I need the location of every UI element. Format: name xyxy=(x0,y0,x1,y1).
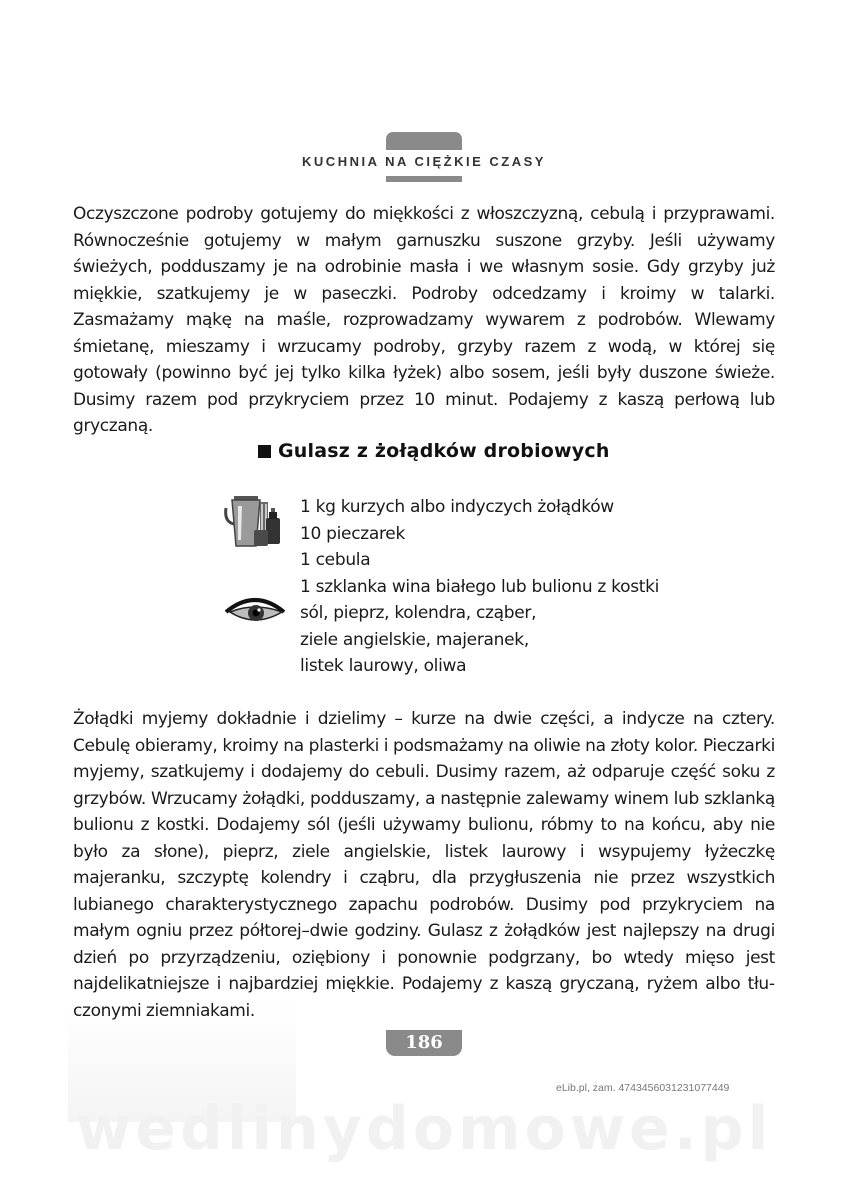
ingredient-item: listek laurowy, oliwa xyxy=(300,656,467,676)
ingredient-item: ziele angielskie, majeranek, xyxy=(300,629,529,650)
watermark: wedlinydomowe.pl xyxy=(75,1094,773,1164)
intro-paragraph: Oczyszczone podroby gotujemy do miękkości z włoszczyzną, cebulą i przyprawami. Równocześnie gotujemy w małym garnuszku suszone grzyby. Jeśli używamy świeżych, podduszamy je na odrobinie masła i we własnym sosie. Gdy grzyby już miękkie, szatkujemy je w paseczki. Podroby odcedzamy i kroimy w talarki. Zasmażamy mąkę na maśle, rozprowadzamy wywarem z podrobów. Wlewamy śmietanę, mieszamy i wrzucamy podroby, grzyby razem z wodą, w której się gotowały (powinno być jej tylko kilka łyżek) albo sosem, jeśli były duszone świeże. Dusimy razem pod przykryciem przez 10 minut. Podajemy z kaszą perłową lub gryczaną. xyxy=(73,204,775,436)
ingredient-item: 1 cebula xyxy=(300,550,371,570)
method-paragraph: Żołądki myjemy dokładnie i dzielimy – kurze na dwie części, a indycze na cztery. Cebulę obieramy, kroimy na plasterki i podsmażamy na oliwie na złoty kolor. Pieczarki myjemy, szatkujemy i dodajemy do cebuli. Dusimy razem, aż odparuje część soku z grzybów. Wrzucamy żołądki, podduszamy, a następnie zalewamy winem lub szklanką bulionu z kostki. Dodajemy sól (jeśli używamy bulionu, róbmy to na końcu, aby nie było za słone), pieprz, ziele angielskie, listek laurowy i wsypujemy łyżeczkę majeranku, szczyptę kolendry i cząbru, dla przygłuszenia nie przez wszystkich lubianego charakterystycznego zapachu podrobów. Dusimy pod przykryciem na małym ogniu przez półtorej–dwie godziny. Gulasz z żołądków jest najlepszy na drugi dzień po przyrządzeniu, oziębiony i ponownie podgrzany, bo wtedy mięso jest najdelikatniejsze i najbardziej miękkie. Podajemy z kaszą gryczaną, ryżem albo tłuczonymi ziemniakami. xyxy=(73,709,775,1021)
ingredient-item: 1 kg kurzych albo indyczych żołądków xyxy=(300,497,614,517)
eye-icon xyxy=(224,594,286,628)
header-bar xyxy=(386,176,462,182)
running-head: KUCHNIA NA CIĘŻKIE CZASY xyxy=(302,154,546,169)
library-stamp: eLib.pl, zam. 4743456031231077449 xyxy=(556,1082,730,1094)
page-number: 186 xyxy=(386,1030,462,1056)
recipe-title-text: Gulasz z żołądków drobiowych xyxy=(278,440,610,462)
header-tab xyxy=(386,132,462,150)
ingredient-item: sól, pieprz, kolendra, cząber, xyxy=(300,603,537,623)
ingredients-list xyxy=(300,494,659,680)
kitchen-utensils-icon xyxy=(224,492,288,552)
recipe-title xyxy=(258,440,610,462)
ingredient-item: 1 szklanka wina białego lub bulionu z kostki xyxy=(300,576,660,597)
bullet-square-icon xyxy=(258,445,271,458)
ingredient-item: 10 pieczarek xyxy=(300,523,406,544)
